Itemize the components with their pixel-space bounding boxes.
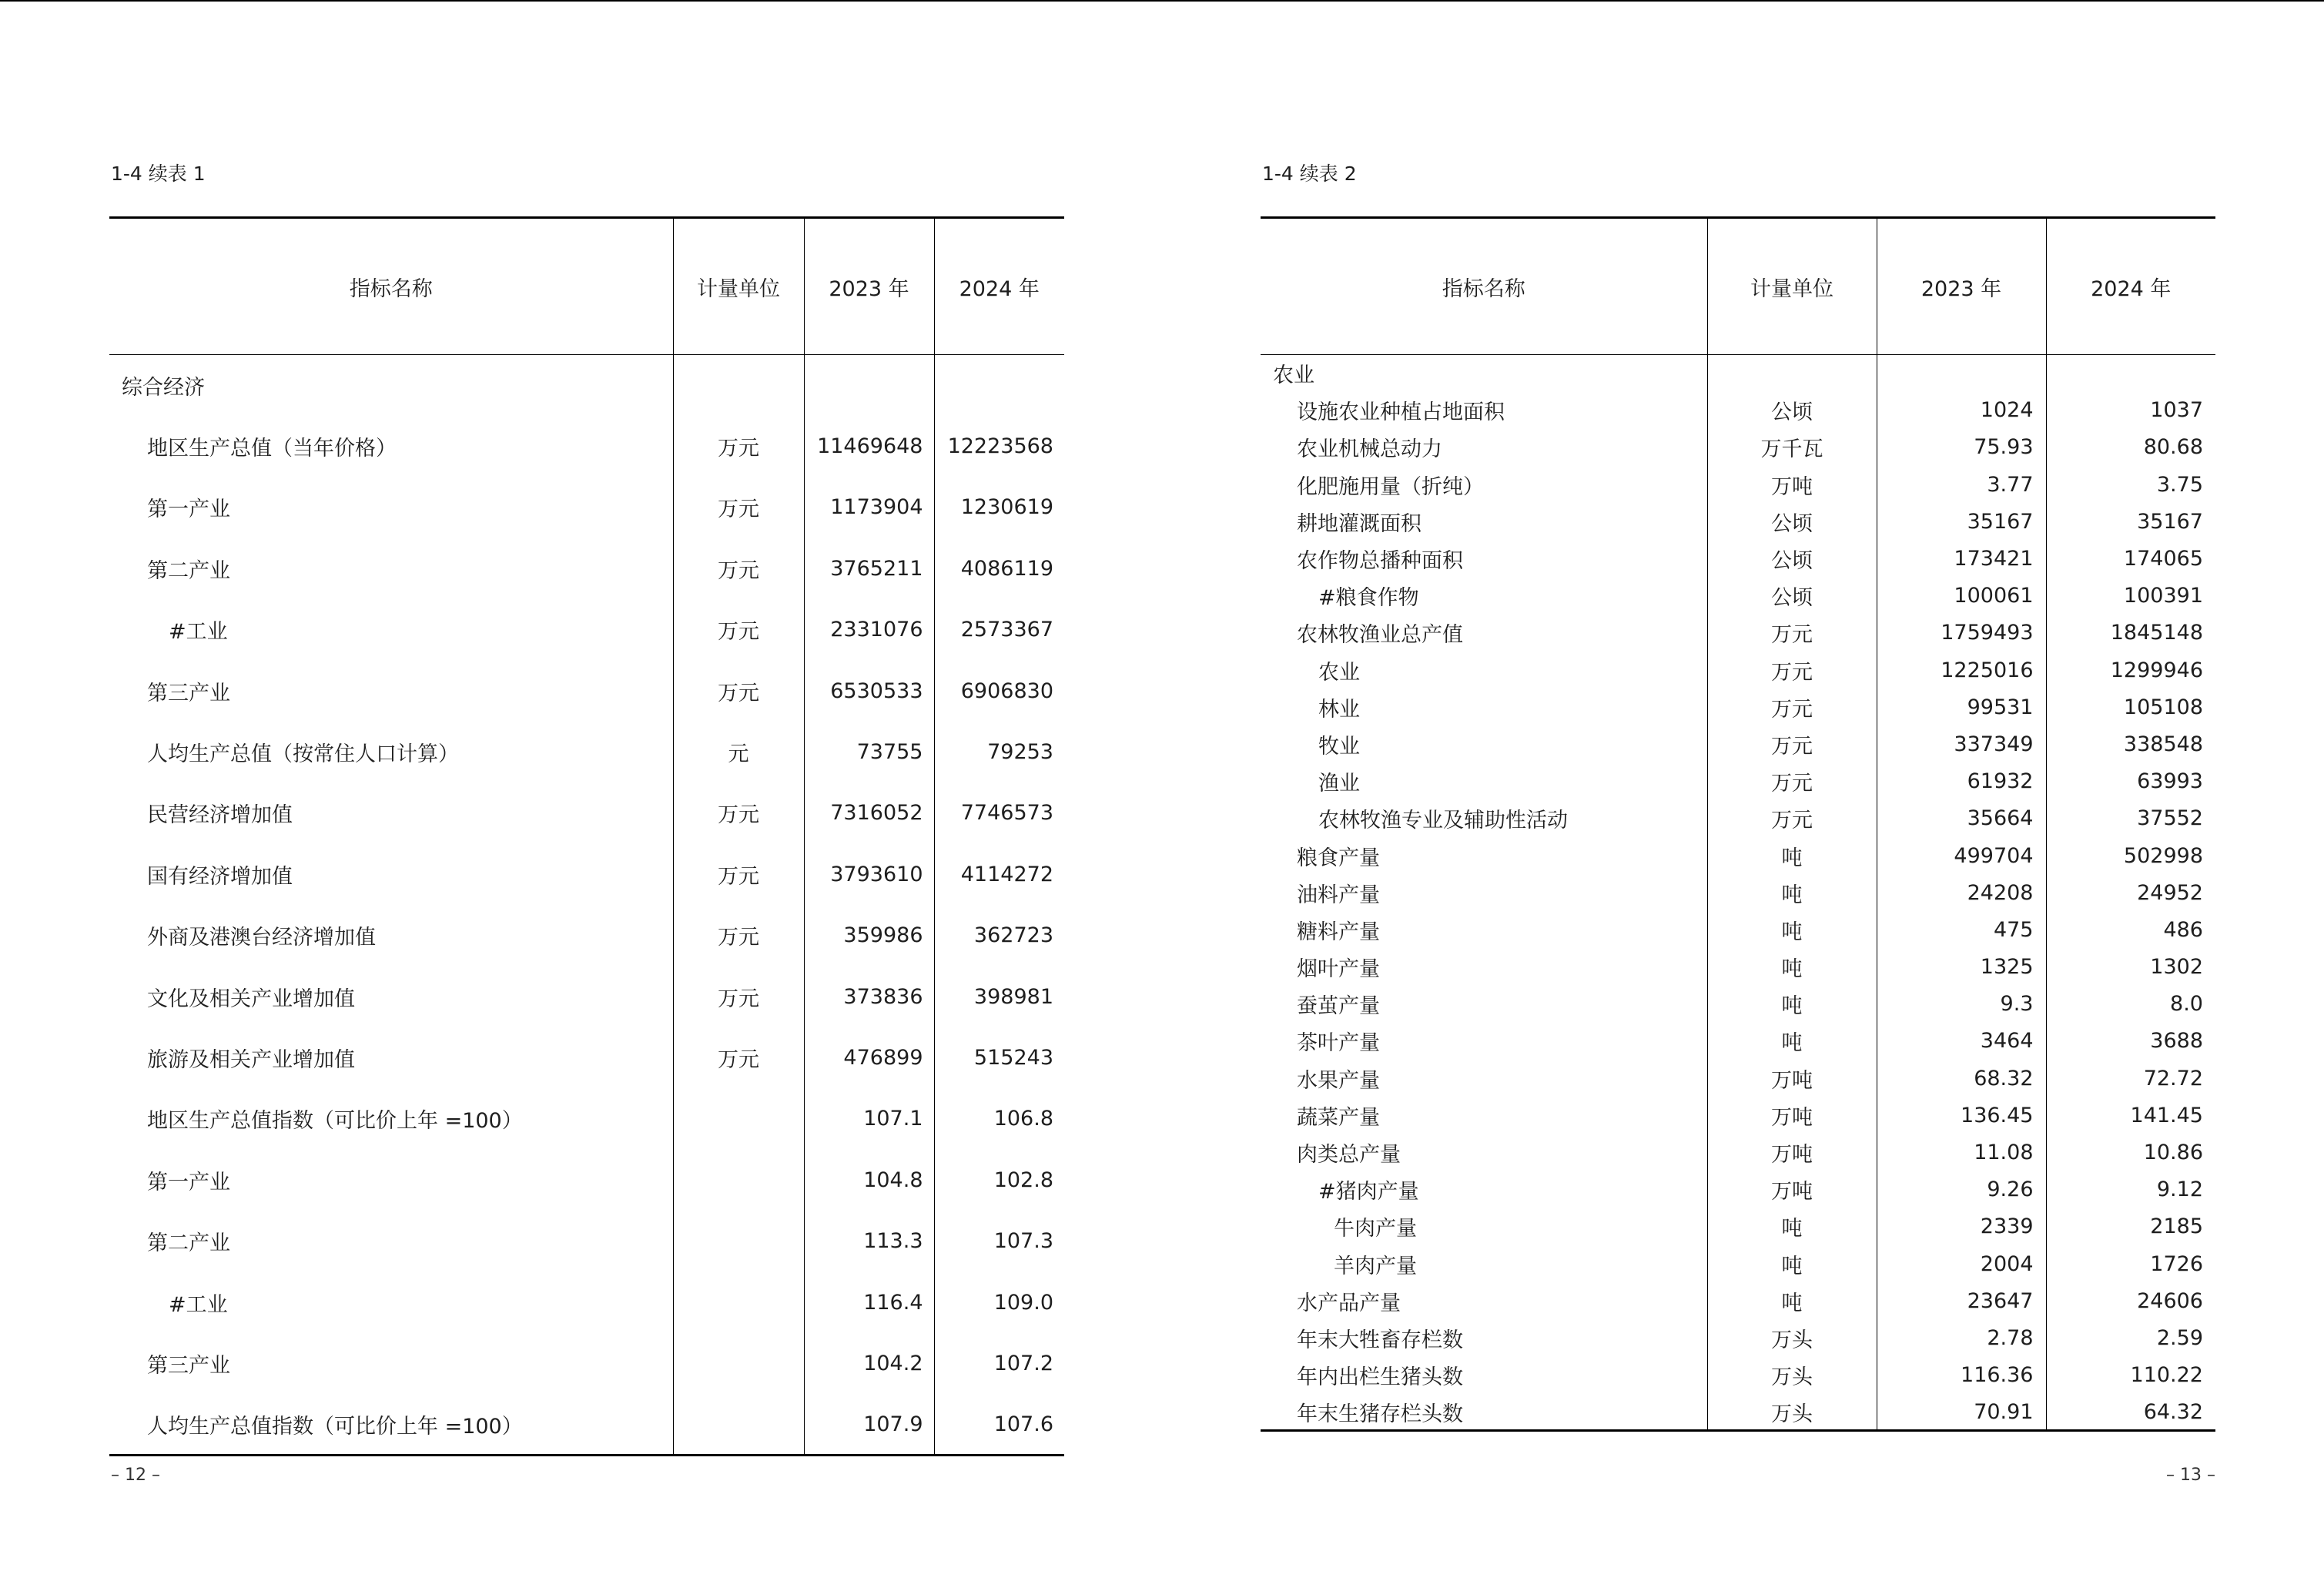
table-row [1261, 1282, 2215, 1319]
unit-cell: 吨 [1707, 911, 1877, 948]
value-2023-cell: 2331076 [804, 599, 934, 660]
value-2023-cell: 1325 [1877, 949, 2046, 986]
value-2024-cell: 64.32 [2046, 1394, 2215, 1431]
right-page [1261, 0, 2215, 1588]
indicator-name-cell: 第二产业 [147, 558, 230, 583]
value-2024-cell: 1299946 [2046, 652, 2215, 688]
table-row [109, 782, 1064, 843]
table-row [109, 355, 1064, 416]
table-row [1261, 540, 2215, 577]
header-unit: 计量单位 [673, 218, 804, 355]
value-2023-cell: 104.8 [804, 1150, 934, 1211]
indicator-name-cell: 地区生产总值指数（可比价上年 =100） [147, 1109, 523, 1134]
value-2023-cell: 70.91 [1877, 1394, 2046, 1431]
value-2023-cell: 373836 [804, 966, 934, 1027]
unit-cell [673, 1088, 804, 1149]
value-2024-cell: 100391 [2046, 578, 2215, 615]
value-2024-cell: 2185 [2046, 1208, 2215, 1245]
unit-cell: 万头 [1707, 1319, 1877, 1356]
unit-cell: 万元 [673, 599, 804, 660]
indicator-name-cell: 农作物总播种面积 [1297, 549, 1463, 574]
value-2024-cell: 1845148 [2046, 615, 2215, 652]
value-2023-cell: 116.4 [804, 1271, 934, 1332]
value-2024-cell: 7746573 [934, 782, 1064, 843]
value-2024-cell: 24952 [2046, 874, 2215, 911]
value-2024-cell: 72.72 [2046, 1060, 2215, 1097]
table-row [1261, 652, 2215, 688]
indicator-name-cell: 国有经济增加值 [147, 864, 293, 889]
table-title: 1-4 续表 1 [111, 162, 206, 185]
value-2023-cell: 75.93 [1877, 429, 2046, 466]
indicator-name-cell: 第三产业 [147, 1353, 230, 1378]
unit-cell: 万元 [673, 844, 804, 905]
value-2024-cell: 105108 [2046, 688, 2215, 725]
unit-cell [673, 1394, 804, 1455]
table-row [1261, 800, 2215, 837]
unit-cell [673, 1211, 804, 1271]
value-2023-cell: 3765211 [804, 538, 934, 599]
indicator-name-cell: 民营经济增加值 [147, 803, 293, 828]
value-2024-cell: 107.2 [934, 1333, 1064, 1394]
table-row [1261, 874, 2215, 911]
unit-cell: 万元 [1707, 763, 1877, 800]
value-2024-cell: 486 [2046, 911, 2215, 948]
value-2023-cell: 475 [1877, 911, 2046, 948]
indicator-name-cell: 农业 [1273, 363, 1314, 388]
statistics-table [1261, 216, 2215, 1432]
table-header-row [109, 218, 1064, 355]
value-2023-cell: 100061 [1877, 578, 2046, 615]
unit-cell: 吨 [1707, 949, 1877, 986]
value-2024-cell: 102.8 [934, 1150, 1064, 1211]
table-row [109, 722, 1064, 782]
value-2024-cell: 1302 [2046, 949, 2215, 986]
indicator-name-cell: 第一产业 [147, 1170, 230, 1194]
value-2024-cell: 8.0 [2046, 986, 2215, 1023]
indicator-name-cell: 第一产业 [147, 498, 230, 522]
value-2023-cell: 24208 [1877, 874, 2046, 911]
value-2024-cell: 3.75 [2046, 466, 2215, 503]
value-2024-cell: 9.12 [2046, 1171, 2215, 1208]
header-indicator-name: 指标名称 [109, 218, 673, 355]
unit-cell: 万元 [673, 538, 804, 599]
value-2023-cell: 173421 [1877, 540, 2046, 577]
table-header-row [1261, 218, 2215, 355]
value-2024-cell [934, 355, 1064, 416]
table-row [109, 538, 1064, 599]
value-2023-cell: 476899 [804, 1027, 934, 1088]
value-2024-cell: 2.59 [2046, 1319, 2215, 1356]
header-unit: 计量单位 [1707, 218, 1877, 355]
value-2024-cell: 63993 [2046, 763, 2215, 800]
table-row [1261, 1394, 2215, 1431]
indicator-name-cell: 农林牧渔业总产值 [1297, 623, 1463, 648]
table-row [1261, 986, 2215, 1023]
indicator-name-cell: #工业 [169, 620, 228, 645]
indicator-name-cell: 综合经济 [122, 375, 205, 400]
unit-cell: 万吨 [1707, 1134, 1877, 1171]
value-2023-cell: 116.36 [1877, 1357, 2046, 1394]
value-2024-cell: 24606 [2046, 1282, 2215, 1319]
value-2024-cell: 80.68 [2046, 429, 2215, 466]
value-2024-cell: 1037 [2046, 392, 2215, 429]
indicator-name-cell: 设施农业种植占地面积 [1297, 400, 1505, 425]
value-2024-cell: 35167 [2046, 503, 2215, 540]
indicator-name-cell: 第三产业 [147, 681, 230, 705]
value-2023-cell: 499704 [1877, 837, 2046, 874]
table-row [109, 905, 1064, 966]
table-row [1261, 392, 2215, 429]
table-row [109, 1211, 1064, 1271]
table-row [1261, 578, 2215, 615]
value-2024-cell: 109.0 [934, 1271, 1064, 1332]
unit-cell: 万吨 [1707, 1060, 1877, 1097]
table-row [1261, 1245, 2215, 1282]
indicator-name-cell: 渔业 [1318, 772, 1360, 796]
table-row [1261, 429, 2215, 466]
unit-cell: 万元 [673, 1027, 804, 1088]
header-year-2024: 2024 年 [2046, 218, 2215, 355]
value-2023-cell: 2.78 [1877, 1319, 2046, 1356]
indicator-name-cell: 林业 [1318, 697, 1360, 722]
indicator-name-cell: 农林牧渔专业及辅助性活动 [1318, 809, 1568, 833]
table-row [1261, 1060, 2215, 1097]
unit-cell: 万元 [673, 477, 804, 538]
indicator-name-cell: 牛肉产量 [1334, 1217, 1417, 1241]
unit-cell: 公顷 [1707, 503, 1877, 540]
unit-cell: 吨 [1707, 874, 1877, 911]
table-body [109, 355, 1064, 1456]
value-2024-cell: 2573367 [934, 599, 1064, 660]
header-year-2023: 2023 年 [1877, 218, 2046, 355]
unit-cell [673, 1333, 804, 1394]
table-row [109, 844, 1064, 905]
value-2024-cell: 107.3 [934, 1211, 1064, 1271]
indicator-name-cell: 年内出栏生猪头数 [1297, 1365, 1463, 1390]
value-2024-cell: 502998 [2046, 837, 2215, 874]
value-2024-cell: 141.45 [2046, 1097, 2215, 1134]
unit-cell [1707, 355, 1877, 392]
indicator-name-cell: 糖料产量 [1297, 920, 1380, 944]
indicator-name-cell: 年末大牲畜存栏数 [1297, 1328, 1463, 1352]
value-2023-cell: 73755 [804, 722, 934, 782]
unit-cell: 公顷 [1707, 540, 1877, 577]
indicator-name-cell: 羊肉产量 [1334, 1254, 1417, 1278]
table-row [1261, 1208, 2215, 1245]
indicator-name-cell: 人均生产总值指数（可比价上年 =100） [109, 1394, 673, 1455]
indicator-name-cell: #猪肉产量 [1318, 1180, 1419, 1204]
table-row [1261, 725, 2215, 762]
table-row [109, 660, 1064, 721]
value-2023-cell: 107.1 [804, 1088, 934, 1149]
value-2024-cell: 110.22 [2046, 1357, 2215, 1394]
unit-cell: 元 [673, 722, 804, 782]
value-2023-cell [804, 355, 934, 416]
table-row [1261, 1319, 2215, 1356]
table-row [109, 966, 1064, 1027]
value-2023-cell: 1225016 [1877, 652, 2046, 688]
value-2024-cell: 79253 [934, 722, 1064, 782]
indicator-name-cell: 水果产量 [1297, 1068, 1380, 1093]
table-row [1261, 763, 2215, 800]
table-row [1261, 1023, 2215, 1060]
value-2023-cell: 359986 [804, 905, 934, 966]
unit-cell: 万元 [673, 782, 804, 843]
unit-cell: 吨 [1707, 1023, 1877, 1060]
indicator-name-cell: 外商及港澳台经济增加值 [147, 926, 376, 950]
table-row [109, 416, 1064, 477]
value-2023-cell: 3464 [1877, 1023, 2046, 1060]
value-2023-cell: 11.08 [1877, 1134, 2046, 1171]
value-2024-cell: 10.86 [2046, 1134, 2215, 1171]
table-row [1261, 466, 2215, 503]
indicator-name-cell: 蔬菜产量 [1297, 1105, 1380, 1130]
value-2024-cell [2046, 355, 2215, 392]
table-body [1261, 355, 2215, 1431]
unit-cell: 万元 [673, 905, 804, 966]
value-2024-cell: 398981 [934, 966, 1064, 1027]
table-row [1261, 688, 2215, 725]
table-row [1261, 837, 2215, 874]
value-2023-cell: 1024 [1877, 392, 2046, 429]
indicator-name-cell: 农业 [1318, 660, 1360, 685]
table-row [1261, 1171, 2215, 1208]
table-row [109, 599, 1064, 660]
table-row [109, 1150, 1064, 1211]
indicator-name-cell: #粮食作物 [1318, 586, 1419, 611]
unit-cell: 万元 [1707, 800, 1877, 837]
indicator-name-cell: #工业 [169, 1292, 228, 1317]
value-2023-cell: 99531 [1877, 688, 2046, 725]
indicator-name-cell: 年末生猪存栏头数 [1261, 1394, 1707, 1431]
value-2023-cell: 9.3 [1877, 986, 2046, 1023]
unit-cell: 吨 [1707, 986, 1877, 1023]
value-2023-cell: 113.3 [804, 1211, 934, 1271]
unit-cell: 万头 [1707, 1357, 1877, 1394]
value-2023-cell: 2339 [1877, 1208, 2046, 1245]
header-indicator-name: 指标名称 [1261, 218, 1707, 355]
unit-cell: 吨 [1707, 1245, 1877, 1282]
value-2023-cell: 1173904 [804, 477, 934, 538]
value-2024-cell: 1230619 [934, 477, 1064, 538]
table-row [1261, 949, 2215, 986]
value-2024-cell: 362723 [934, 905, 1064, 966]
indicator-name-cell: 人均生产总值（按常住人口计算） [147, 742, 459, 767]
value-2024-cell: 3688 [2046, 1023, 2215, 1060]
value-2024-cell: 4114272 [934, 844, 1064, 905]
indicator-name-cell: 地区生产总值（当年价格） [147, 437, 397, 461]
indicator-name-cell: 文化及相关产业增加值 [147, 987, 355, 1011]
value-2024-cell: 37552 [2046, 800, 2215, 837]
unit-cell [673, 355, 804, 416]
indicator-name-cell: 第二产业 [147, 1231, 230, 1256]
left-page [109, 0, 1064, 1588]
value-2023-cell: 7316052 [804, 782, 934, 843]
statistics-table [109, 216, 1064, 1456]
unit-cell: 公顷 [1707, 578, 1877, 615]
table-row [109, 1027, 1064, 1088]
unit-cell: 万吨 [1707, 1097, 1877, 1134]
table-row [1261, 503, 2215, 540]
table-row [109, 1333, 1064, 1394]
value-2023-cell: 2004 [1877, 1245, 2046, 1282]
unit-cell: 万元 [1707, 725, 1877, 762]
value-2024-cell: 338548 [2046, 725, 2215, 762]
table-row [1261, 1097, 2215, 1134]
unit-cell: 万千瓦 [1707, 429, 1877, 466]
page-number: – 12 – [111, 1466, 160, 1485]
unit-cell: 万元 [1707, 652, 1877, 688]
indicator-name-cell: 肉类总产量 [1297, 1143, 1401, 1168]
unit-cell: 万元 [673, 966, 804, 1027]
unit-cell: 吨 [1707, 1282, 1877, 1319]
header-year-2024: 2024 年 [934, 218, 1064, 355]
value-2024-cell: 107.6 [934, 1394, 1064, 1455]
indicator-name-cell: 水产品产量 [1297, 1291, 1401, 1315]
unit-cell: 万元 [673, 660, 804, 721]
value-2023-cell: 11469648 [804, 416, 934, 477]
value-2023-cell: 35167 [1877, 503, 2046, 540]
table-title: 1-4 续表 2 [1262, 162, 1357, 185]
unit-cell: 公顷 [1707, 392, 1877, 429]
unit-cell: 万元 [673, 416, 804, 477]
unit-cell: 万吨 [1707, 466, 1877, 503]
table-row [1261, 1134, 2215, 1171]
table-row [1261, 1357, 2215, 1394]
value-2024-cell: 174065 [2046, 540, 2215, 577]
indicator-name-cell: 旅游及相关产业增加值 [147, 1047, 355, 1072]
value-2024-cell: 515243 [934, 1027, 1064, 1088]
indicator-name-cell: 茶叶产量 [1297, 1031, 1380, 1056]
indicator-name-cell: 耕地灌溉面积 [1297, 511, 1422, 536]
table-row [109, 1271, 1064, 1332]
unit-cell [673, 1150, 804, 1211]
unit-cell: 吨 [1707, 837, 1877, 874]
value-2024-cell: 4086119 [934, 538, 1064, 599]
value-2024-cell: 6906830 [934, 660, 1064, 721]
indicator-name-cell: 农业机械总动力 [1297, 437, 1442, 462]
value-2024-cell: 1726 [2046, 1245, 2215, 1282]
value-2023-cell [1877, 355, 2046, 392]
value-2023-cell: 337349 [1877, 725, 2046, 762]
value-2023-cell: 136.45 [1877, 1097, 2046, 1134]
table-row [109, 1394, 1064, 1455]
value-2023-cell: 3793610 [804, 844, 934, 905]
value-2024-cell: 12223568 [934, 416, 1064, 477]
unit-cell [673, 1271, 804, 1332]
indicator-name-cell: 化肥施用量（折纯） [1297, 474, 1484, 499]
value-2023-cell: 61932 [1877, 763, 2046, 800]
value-2023-cell: 1759493 [1877, 615, 2046, 652]
indicator-name-cell: 牧业 [1318, 734, 1360, 759]
unit-cell: 万吨 [1707, 1171, 1877, 1208]
table-row [1261, 911, 2215, 948]
indicator-name-cell: 烟叶产量 [1297, 957, 1380, 982]
value-2023-cell: 3.77 [1877, 466, 2046, 503]
value-2024-cell: 106.8 [934, 1088, 1064, 1149]
table-row [1261, 615, 2215, 652]
value-2023-cell: 35664 [1877, 800, 2046, 837]
indicator-name-cell: 蚕茧产量 [1297, 994, 1380, 1019]
value-2023-cell: 23647 [1877, 1282, 2046, 1319]
table-row [1261, 355, 2215, 392]
value-2023-cell: 104.2 [804, 1333, 934, 1394]
unit-cell: 万头 [1707, 1394, 1877, 1431]
value-2023-cell: 9.26 [1877, 1171, 2046, 1208]
value-2023-cell: 107.9 [804, 1394, 934, 1455]
indicator-name-cell: 粮食产量 [1297, 846, 1380, 870]
unit-cell: 吨 [1707, 1208, 1877, 1245]
unit-cell: 万元 [1707, 615, 1877, 652]
indicator-name-cell: 油料产量 [1297, 883, 1380, 907]
unit-cell: 万元 [1707, 688, 1877, 725]
header-year-2023: 2023 年 [804, 218, 934, 355]
table-row [109, 477, 1064, 538]
page-number: – 13 – [2166, 1466, 2215, 1485]
value-2023-cell: 6530533 [804, 660, 934, 721]
table-row [109, 1088, 1064, 1149]
value-2023-cell: 68.32 [1877, 1060, 2046, 1097]
